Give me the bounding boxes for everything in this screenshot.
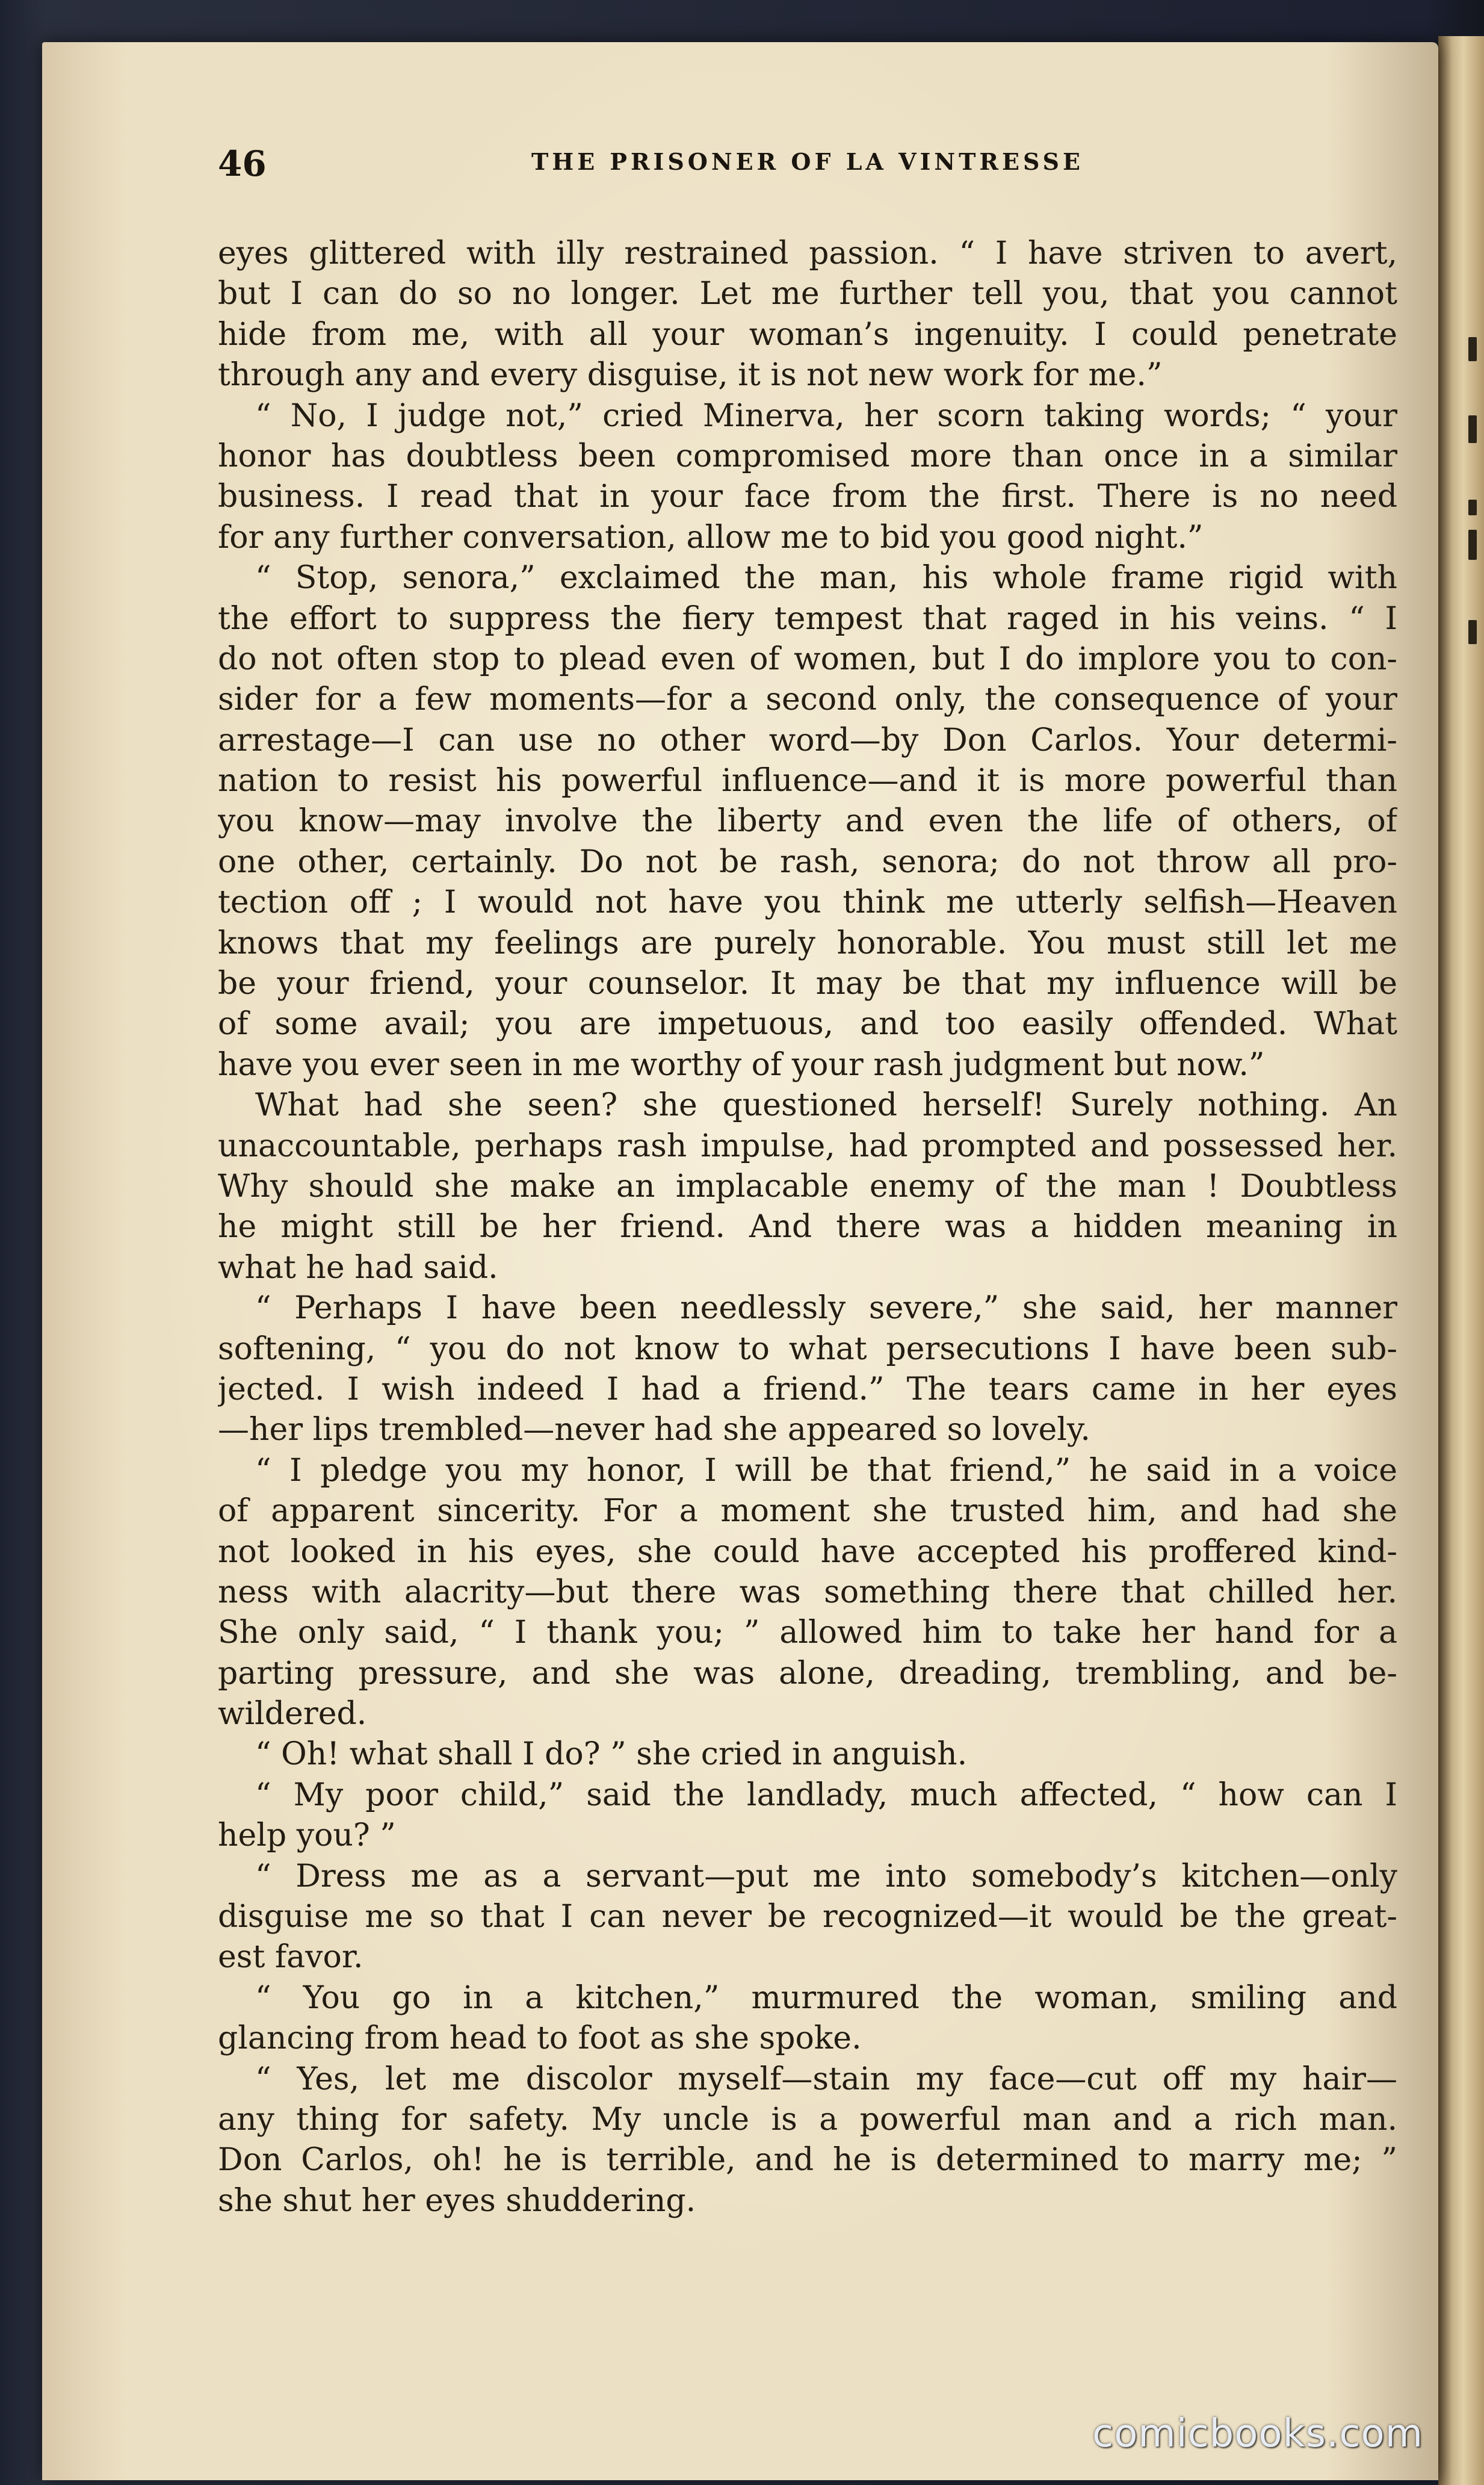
facing-page-mark bbox=[1468, 620, 1477, 644]
text-line: of some avail; you are impetuous, and too easily offended. What bbox=[218, 1006, 1397, 1043]
text-line: jected. I wish indeed I had a friend.” The tears came in her eyes bbox=[218, 1371, 1397, 1407]
text-line: through any and every disguise, it is not new work for me.” bbox=[218, 357, 1163, 394]
text-line: what he had said. bbox=[218, 1249, 498, 1286]
text-line: sider for a few moments—for a second only, the consequence of your bbox=[218, 681, 1397, 718]
facing-page-mark bbox=[1468, 530, 1477, 560]
text-line: What had she seen? she questioned herself! Surely nothing. An bbox=[255, 1087, 1397, 1124]
text-line: but I can do so no longer. Let me further tell you, that you cannot bbox=[218, 276, 1397, 312]
text-line: one other, certainly. Do not be rash, senora; do not throw all pro- bbox=[218, 843, 1397, 880]
text-line: est favor. bbox=[218, 1939, 363, 1976]
text-line: he might still be her friend. And there was a hidden meaning in bbox=[218, 1209, 1397, 1246]
text-line: honor has doubtless been compromised more than once in a similar bbox=[218, 438, 1397, 474]
text-line: you know—may involve the liberty and even the life of others, of bbox=[218, 803, 1397, 840]
text-line: ness with alacrity—but there was something there that chilled her. bbox=[218, 1574, 1397, 1610]
text-line: have you ever seen in me worthy of your rash judgment but now.” bbox=[218, 1046, 1265, 1083]
text-line: glancing from head to foot as she spoke. bbox=[218, 2020, 862, 2057]
facing-page-mark bbox=[1468, 337, 1477, 361]
text-line: of apparent sincerity. For a moment she trusted him, and had she bbox=[218, 1493, 1397, 1530]
text-line: nation to resist his powerful influence—and it is more powerful than bbox=[218, 763, 1397, 799]
text-line: She only said, “ I thank you; ” allowed him to take her hand for a bbox=[218, 1615, 1397, 1651]
text-line: “ Stop, senora,” exclaimed the man, his whole frame rigid with bbox=[255, 560, 1397, 597]
text-line: help you? ” bbox=[218, 1817, 396, 1854]
text-line: she shut her eyes shuddering. bbox=[218, 2182, 696, 2219]
text-line: Don Carlos, oh! he is terrible, and he is determined to marry me; ” bbox=[218, 2142, 1397, 2179]
text-line: “ Dress me as a servant—put me into somebody’s kitchen—only bbox=[255, 1858, 1397, 1894]
text-line: not looked in his eyes, she could have accepted his proffered kind- bbox=[218, 1533, 1397, 1570]
text-line: —her lips trembled—never had she appeared so lovely. bbox=[218, 1412, 1090, 1448]
page-body-text bbox=[218, 234, 1397, 2221]
text-line: knows that my feelings are purely honorable. You must still let me bbox=[218, 925, 1397, 961]
text-line: eyes glittered with illy restrained passion. “ I have striven to avert, bbox=[218, 235, 1397, 271]
text-line: do not often stop to plead even of women, but I do implore you to con- bbox=[218, 641, 1397, 677]
text-line: tection off ; I would not have you think me utterly selfish—Heaven bbox=[218, 884, 1397, 921]
page-number: 46 bbox=[218, 143, 267, 184]
text-line: “ Oh! what shall I do? ” she cried in anguish. bbox=[255, 1736, 968, 1773]
text-line: “ Yes, let me discolor myself—stain my face—cut off my hair— bbox=[255, 2061, 1397, 2097]
facing-page-mark bbox=[1468, 415, 1477, 443]
facing-page-edge bbox=[1438, 36, 1484, 2485]
text-line: hide from me, with all your woman’s ingenuity. I could penetrate bbox=[218, 316, 1397, 353]
page-header bbox=[218, 143, 1397, 185]
text-line: any thing for safety. My uncle is a powerful man and a rich man. bbox=[218, 2101, 1397, 2138]
text-line: “ My poor child,” said the landlady, much affected, “ how can I bbox=[255, 1776, 1397, 1813]
text-line: business. I read that in your face from the first. There is no need bbox=[218, 479, 1397, 515]
watermark-text: comicbooks.com bbox=[1092, 2412, 1424, 2456]
text-line: parting pressure, and she was alone, dreading, trembling, and be- bbox=[218, 1655, 1397, 1692]
text-line: wildered. bbox=[218, 1696, 367, 1733]
text-line: softening, “ you do not know to what persecutions I have been sub- bbox=[218, 1330, 1397, 1367]
text-line: for any further conversation, allow me to bid you good night.” bbox=[218, 519, 1204, 556]
running-head: THE PRISONER OF LA VINTRESSE bbox=[531, 148, 1084, 175]
text-line: be your friend, your counselor. It may be that my influence will be bbox=[218, 966, 1397, 1002]
text-line: Why should she make an implacable enemy of the man ! Doubtless bbox=[218, 1168, 1397, 1205]
text-line: “ I pledge you my honor, I will be that friend,” he said in a voice bbox=[255, 1452, 1397, 1489]
facing-page-mark bbox=[1468, 500, 1477, 515]
text-line: “ No, I judge not,” cried Minerva, her scorn taking words; “ your bbox=[255, 397, 1397, 434]
text-line: “ You go in a kitchen,” murmured the woman, smiling and bbox=[255, 1979, 1397, 2016]
text-line: arrestage—I can use no other word—by Don Carlos. Your determi- bbox=[218, 722, 1397, 759]
text-line: the effort to suppress the fiery tempest that raged in his veins. “ I bbox=[218, 600, 1397, 637]
text-line: disguise me so that I can never be recognized—it would be the great- bbox=[218, 1899, 1397, 1935]
text-line: unaccountable, perhaps rash impulse, had prompted and possessed her. bbox=[218, 1128, 1397, 1164]
text-line: “ Perhaps I have been needlessly severe,” she said, her manner bbox=[255, 1290, 1397, 1327]
